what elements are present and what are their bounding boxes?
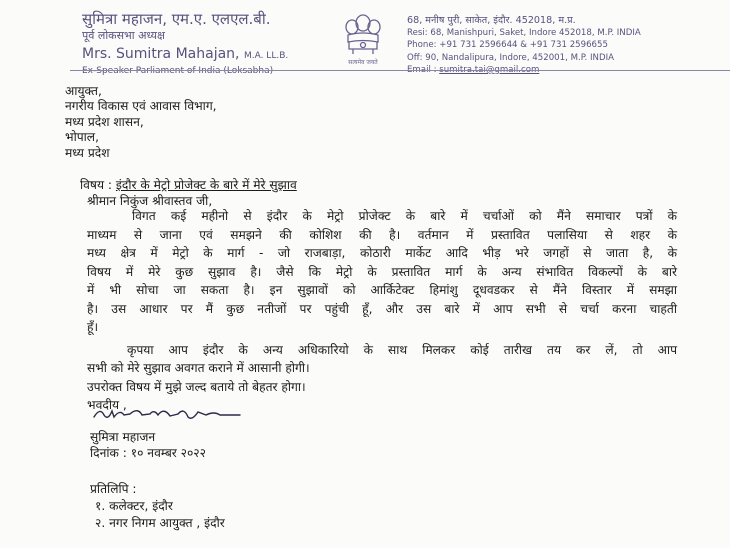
body-line: माध्यम से जाना एवं समझने की कोशिश की है। वर्तमान में प्रस्तावित पलासिया से शहर के	[87, 227, 677, 242]
recipient-line: भोपाल,	[65, 130, 99, 144]
letter-date: दिनांक : १० नवम्बर २०२२	[90, 446, 206, 460]
emblem-motto: सत्यमेव जयते	[348, 59, 378, 66]
body-line: है। उस आधार पर मैं कुछ नतीजों पर पहुंची हूँ, और उस बारे में आप सभी से चर्चा करना चाहती	[87, 301, 677, 316]
recipient-line: आयुक्त,	[65, 84, 102, 98]
body-line: विषय में मेरे कुछ सुझाव है। जैसे कि मेट्रो के प्रस्तावित मार्ग के अन्य संभावित विकल्पों के बारे	[87, 264, 677, 279]
sender-name: सुमित्रा महाजन	[90, 430, 156, 444]
name-english-text: Mrs. Sumitra Mahajan,	[82, 46, 240, 62]
post-english: Ex-Speaker Parliament of India (Loksabha)	[82, 66, 274, 76]
letter-body	[87, 207, 677, 415]
recipient-line: मध्य प्रदेश शासन,	[65, 115, 144, 129]
body-line: में भी सोचा जा सकता है। इन सुझावों को आर्किटेक्ट हिमांशु दूधवडकर से मैंने विस्तार में समझा	[87, 283, 677, 297]
body-line: हूँ।	[87, 320, 99, 334]
email-label: Email :	[407, 64, 437, 75]
national-emblem-icon	[338, 12, 388, 68]
body-line: विगत कई महीनो से इंदौर के मेट्रो प्रोजेक्ट के बारे में चर्चाओं को मैंने समाचार पत्रों के	[132, 209, 677, 223]
copy-item: २. नगर निगम आयुक्त , इंदौर	[95, 516, 225, 530]
letterhead-right	[407, 15, 727, 76]
body-line: कृपया आप इंदौर के अन्य अधिकारियो के साथ मिलकर कोई तारीख तय कर लें, तो आप	[127, 342, 677, 357]
copy-label: प्रतिलिपि :	[90, 482, 137, 496]
copy-item: १. कलेक्टर, इंदौर	[95, 499, 173, 513]
recipient-line: नगरीय विकास एवं आवास विभाग,	[65, 99, 217, 113]
body-line: मध्य क्षेत्र में मेट्रो के मार्ग - जो राजबाड़ा, कोठारी मार्केट आदि भीड़ भरे जगहों से जाता है, के	[87, 246, 677, 260]
address-hindi: 68, मनीष पुरी, साकेत, इंदौर. 452018, म.प्र.	[407, 15, 576, 26]
handwritten-signature	[90, 403, 260, 425]
letterhead-divider	[70, 70, 730, 71]
recipient-line: मध्य प्रदेश	[65, 146, 110, 160]
body-line: उपरोक्त विषय में मुझे जल्द बताये तो बेहतर होगा।	[87, 379, 306, 394]
degree-english: M.A. LL.B.	[243, 51, 289, 61]
subject-text: इंदौर के मेट्रो प्रोजेक्ट के बारे में मेरे सुझाव	[115, 178, 297, 192]
office-address: Off: 90, Nandalipura, Indore, 452001, M.P. INDIA	[407, 52, 615, 63]
name-hindi: सुमित्रा महाजन, एम.ए. एलएल.बी.	[82, 10, 271, 28]
subject-label: विषय :	[80, 178, 113, 192]
post-hindi: पूर्व लोकसभा अध्यक्ष	[82, 29, 165, 42]
body-line: सभी को मेरे सुझाव अवगत कराने में आसानी होगी।	[87, 361, 310, 375]
residence-address: Resi: 68, Manishpuri, Saket, Indore 452018, M.P. INDIA	[407, 28, 641, 39]
closing: भवदीय ,	[87, 398, 127, 412]
phone-numbers: Phone: +91 731 2596644 & +91 731 2596655	[407, 40, 608, 51]
email-address: sumitra.tai@gmail.com	[439, 64, 540, 75]
letterhead-left	[82, 10, 332, 77]
name-english	[82, 45, 332, 65]
salutation: श्रीमान निकुंज श्रीवास्तव जी,	[87, 194, 213, 208]
